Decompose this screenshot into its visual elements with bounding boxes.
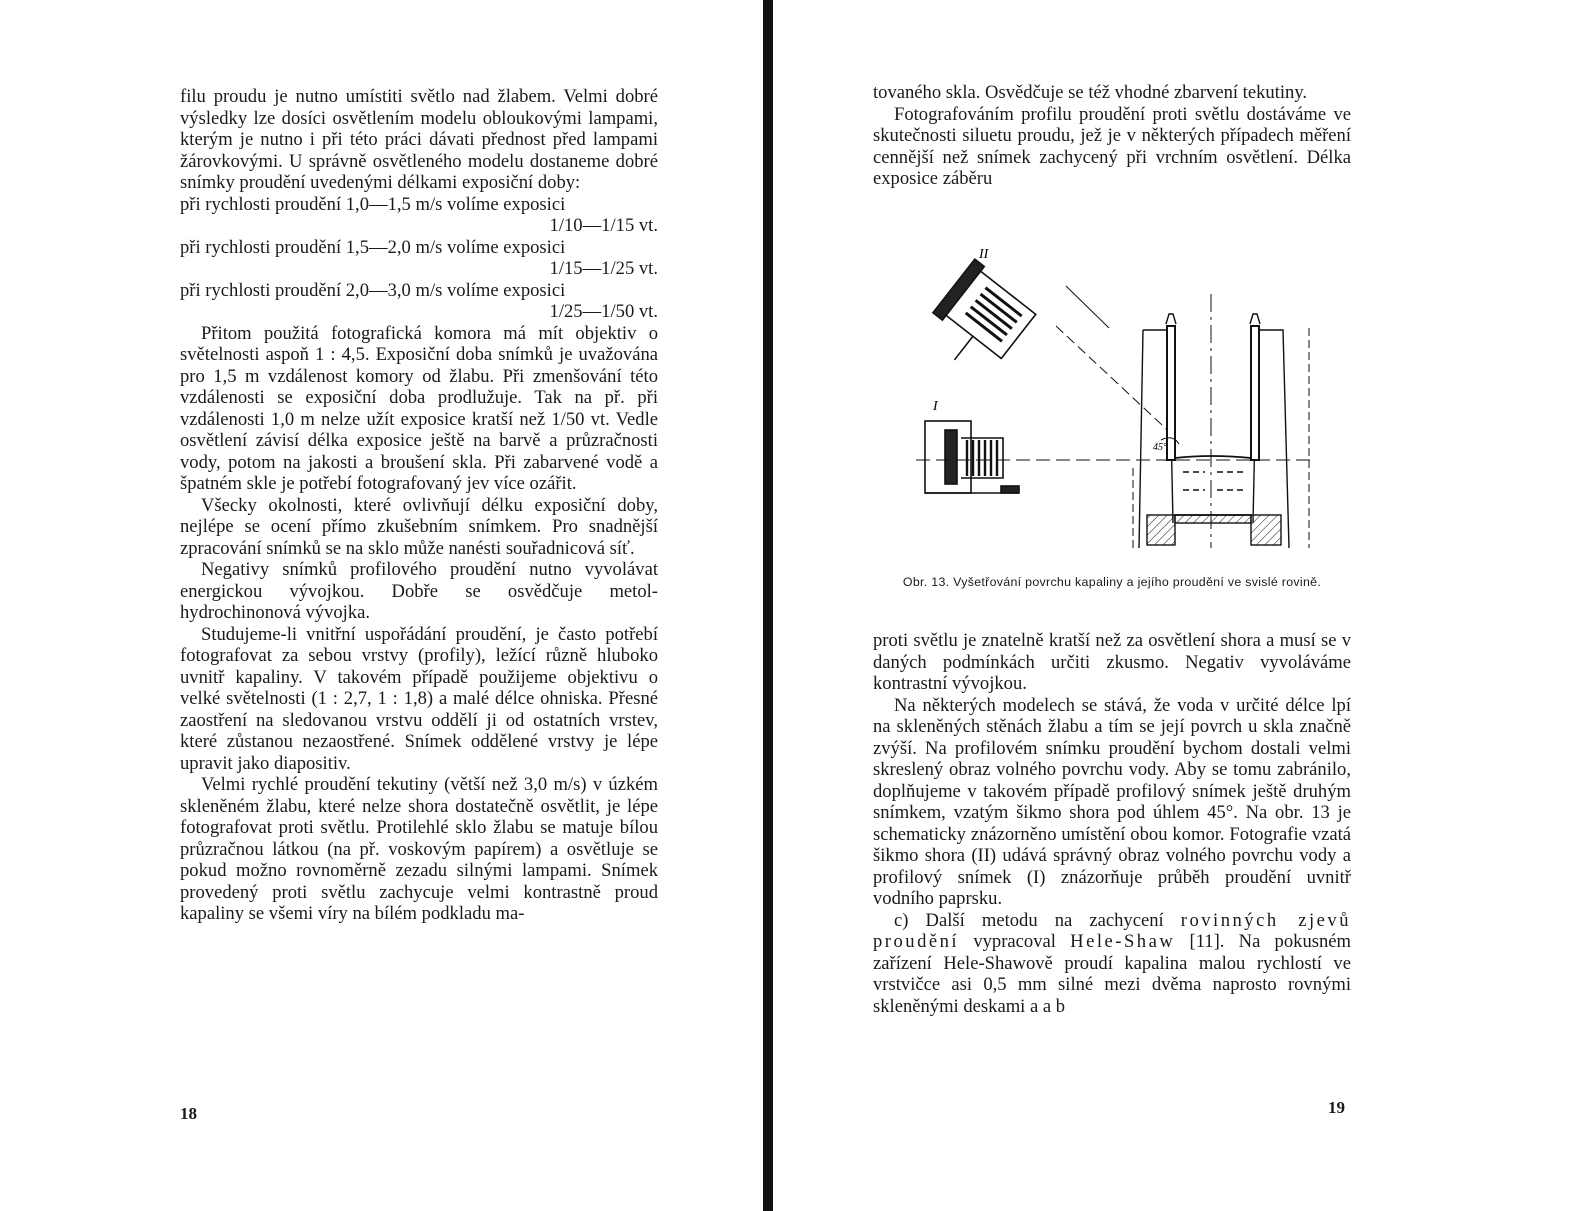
- author-name: Hele-Shaw: [1070, 931, 1176, 952]
- figure-13-diagram: [911, 228, 1321, 558]
- text-run: c) Další metodu na zachycení: [894, 909, 1181, 931]
- sight-line-ii: [1056, 326, 1176, 438]
- label-camera-ii: II: [979, 247, 989, 262]
- exposure-value: 1/10—1/15 vt.: [549, 215, 658, 236]
- right-text-column-bottom: [873, 630, 1351, 1017]
- book-gutter: [763, 0, 773, 1211]
- exposure-line: při rychlosti proudění 1,0—1,5 m/s volíme exposici: [180, 193, 566, 215]
- label-angle: 45°: [1153, 442, 1167, 453]
- right-text-column-top: [873, 82, 1351, 190]
- paragraph: Negativy snímků profilového proudění nutno vyvolávat energickou vývojkou. Dobře se osvědčuje metol-hydrochinonová vývojka.: [180, 559, 658, 623]
- paragraph: filu proudu je nutno umístiti světlo nad žlabem. Velmi dobré výsledky lze dosíci osvětlením modelu obloukovými lampami, kterým je nutno i při této práci dávati přednost před lampami žárovkovými. U správně osvětleného modelu dostaneme dobré snímky proudění uvedenými délkami exposiční doby:: [180, 86, 658, 193]
- paragraph: Fotografováním profilu proudění proti světlu dostáváme ve skutečnosti siluetu proudu, jež je v některých případech měření cennější než snímek zachycený při vrchním osvětlení. Délka exposice záběru: [873, 103, 1351, 189]
- label-camera-i: I: [933, 399, 938, 414]
- text-run: vypracoval: [959, 931, 1071, 952]
- exposure-value: 1/25—1/50 vt.: [549, 301, 658, 322]
- camera-i-icon: [925, 421, 1019, 493]
- figure-caption: Obr. 13. Vyšetřování povrchu kapaliny a jejího proudění ve svislé rovině.: [902, 575, 1322, 589]
- paragraph: [873, 910, 1351, 1018]
- paragraph: Všecky okolnosti, které ovlivňují délku exposiční doby, nejlépe se ocení přímo zkušebním snímkem. Pro snadnější zpracování snímků se na sklo může nanésti souřadnicová síť.: [180, 494, 658, 559]
- paragraph: tovaného skla. Osvědčuje se též vhodné zbarvení tekutiny.: [873, 82, 1308, 103]
- glass-channel: [1139, 314, 1289, 548]
- text-run: [11]. Na pokusném zařízení Hele-Shawově proudí kapalina malou rychlostí ve vrstvičce asi 0,5 mm silné mezi dvěma naprosto rovnými skleněnými deskami a a b: [873, 931, 1351, 1017]
- left-page: [0, 0, 763, 1211]
- emphasized-term: rovinných zjevů proudění: [873, 909, 1352, 952]
- page-number: 19: [1328, 1098, 1345, 1117]
- paragraph: Přitom použitá fotografická komora má mít objektiv o světelnosti aspoň 1 : 4,5. Exposiční doba snímků je uvažována pro 1,5 m vzdálenost komory od žlabu. Při zmenšování této vzdálenosti se exposiční doba prodlužuje. Tak na př. při vzdálenosti 1,0 m nelze užít exposice kratší než 1/50 vt. Vedle osvětlení závisí délka exposice ještě na barvě a průzračnosti vody, potom na jakosti a broušení skla. Při zabarvené vodě a špatném skle je potřebí fotografovaný jev více ozářit.: [180, 322, 658, 494]
- right-page: [773, 0, 1586, 1211]
- exposure-line: při rychlosti proudění 1,5—2,0 m/s volíme exposici: [180, 236, 566, 258]
- paragraph: Na některých modelech se stává, že voda v určité délce lpí na skleněných stěnách žlabu a tím se její povrch u skla značně zvýší. Na profilovém snímku proudění bychom dostali velmi skreslený obraz volného povrchu vody. Aby se tomu zabránilo, doplňujeme v takovém případě profilový snímek ještě druhým snímkem, vzatým šikmo shora pod úhlem 45°. Na obr. 13 je schematicky znázorněno umístění obou komor. Fotografie vzatá šikmo shora (II) udává správný obraz volného povrchu vody a profilový snímek (I) znázorňuje průběh proudění uvnitř vodního paprsku.: [873, 694, 1351, 909]
- paragraph: proti světlu je znatelně kratší než za osvětlení shora a musí se v daných podmínkách určiti zkusmo. Negativ vyvoláváme kontrastní vývojkou.: [873, 630, 1351, 694]
- paragraph: Velmi rychlé proudění tekutiny (větší než 3,0 m/s) v úzkém skleněném žlabu, které nelze shora dostatečně osvětlit, je lépe fotografovat proti světlu. Protilehlé sklo žlabu se matuje bílou průzračnou látkou (na př. voskovým papírem) a osvětluje se pokud možno rovnoměrně zezadu silnými lampami. Snímek provedený proti světlu zachycuje velmi kontrastně proud kapaliny se všemi víry na bílém podkladu ma-: [180, 774, 658, 924]
- paragraph: Studujeme-li vnitřní uspořádání proudění, je často potřebí fotografovat za sebou vrstvy (profily), ležící různě hluboko uvnitř kapaliny. V takovém případě použijeme objektivu o velké světelnosti (1 : 2,7, 1 : 1,8) a malé délce ohniska. Přesné zaostření na sledovanou vrstvu oddělí ji od ostatních vrstev, které zůstanou nezaostřené. Snímek oddělené vrstvy je lépe upravit jako diapositiv.: [180, 623, 658, 774]
- page-number: 18: [180, 1104, 197, 1123]
- exposure-line: při rychlosti proudění 2,0—3,0 m/s volíme exposici: [180, 279, 566, 301]
- exposure-value: 1/15—1/25 vt.: [549, 258, 658, 279]
- left-text-column: [180, 86, 658, 925]
- camera-ii-icon: [918, 259, 1039, 382]
